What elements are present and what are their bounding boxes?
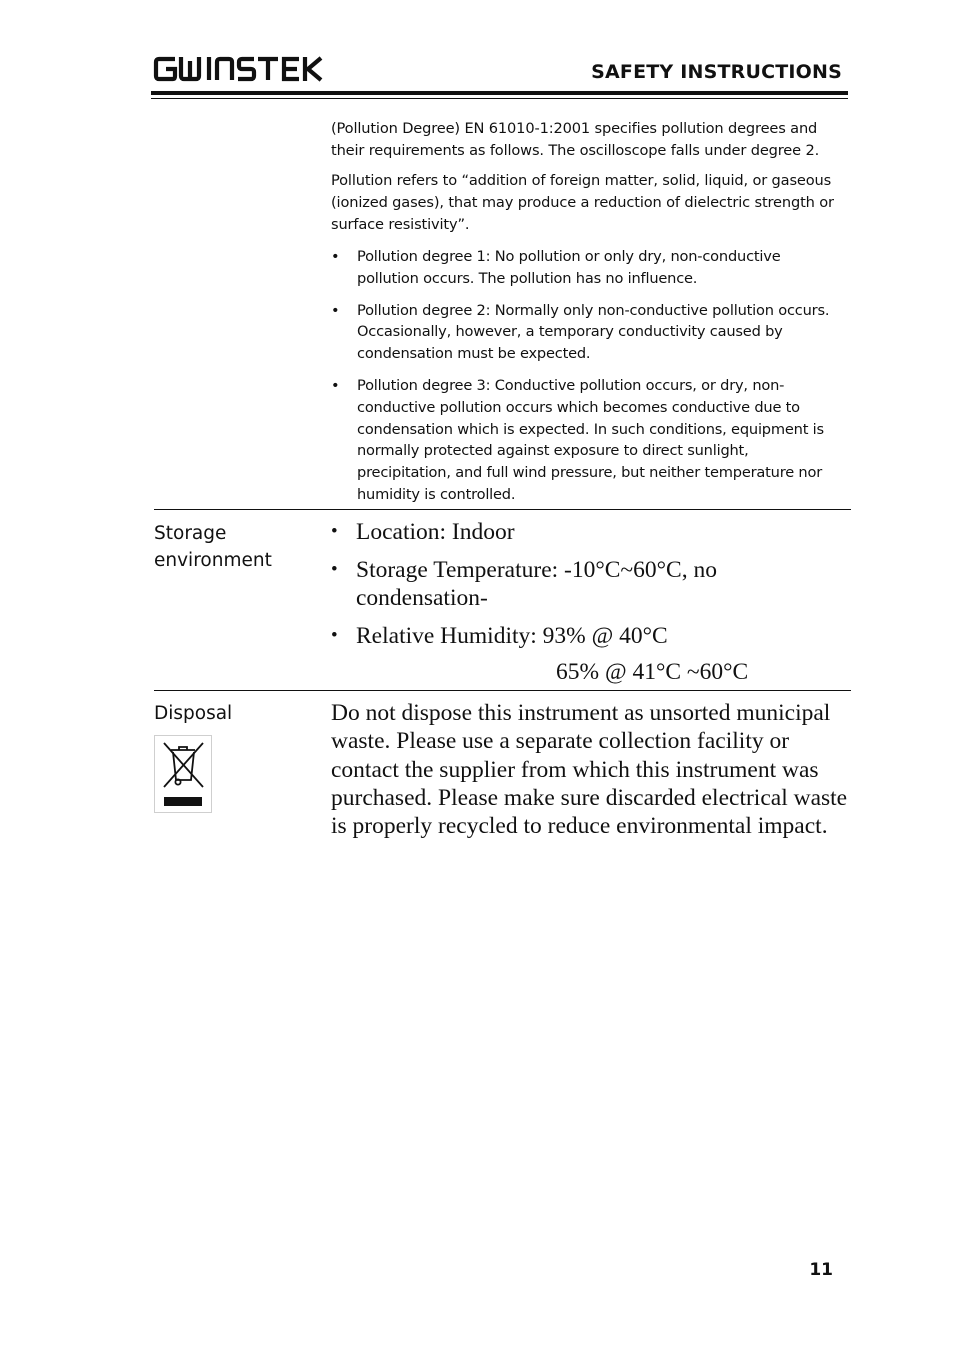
pollution-definition bbox=[331, 170, 843, 236]
disposal-text: Do not dispose this instrument as unsorted municipal waste. Please use a separate collection facility or contact the supplier from which this instrument was purchased. Please make sure discarded electrical waste is properly recycled to reduce environmental impact. bbox=[331, 700, 848, 840]
disposal-label: Disposal bbox=[154, 703, 233, 724]
row-divider bbox=[154, 690, 851, 691]
list-item bbox=[331, 622, 851, 650]
storage-location: Location: Indoor bbox=[356, 519, 515, 545]
row-divider bbox=[154, 509, 851, 510]
header-rule-thin bbox=[151, 98, 848, 99]
list-item bbox=[331, 556, 851, 612]
storage-humidity: Relative Humidity: 93% @ 40°C bbox=[356, 623, 668, 649]
pollution-degree-list bbox=[331, 246, 843, 516]
storage-temperature: Storage Temperature: -10°C~60°C, no condensation- bbox=[356, 557, 717, 611]
weee-crossed-bin-icon bbox=[154, 735, 212, 813]
bullet-icon: • bbox=[331, 521, 338, 542]
bullet-icon: • bbox=[331, 301, 340, 319]
header-rule-thick bbox=[151, 91, 848, 95]
bullet-icon: • bbox=[331, 376, 340, 394]
list-item bbox=[331, 246, 843, 290]
list-item bbox=[331, 518, 851, 546]
pollution-degree-3: Pollution degree 3: Conductive pollution occurs, or dry, non-conductive pollution occurs which becomes conductive due to condensation which is expected. In such conditions, equipment is normally protected against exposure to direct sunlight, precipitation, and full wind pressure, but neither temperature nor humidity is controlled. bbox=[357, 376, 824, 503]
pollution-degree-1: Pollution degree 1: No pollution or only dry, non-conductive pollution occurs. The pollution has no influence. bbox=[357, 248, 781, 287]
list-item bbox=[331, 375, 843, 506]
gw-instek-logo bbox=[153, 55, 323, 83]
storage-label: Storage environment bbox=[154, 523, 272, 571]
storage-humidity-extra: 65% @ 41°C ~60°C bbox=[556, 659, 749, 685]
bullet-icon: • bbox=[331, 559, 338, 580]
page-number: 11 bbox=[809, 1260, 833, 1280]
bullet-icon: • bbox=[331, 248, 340, 265]
pollution-degree-2: Pollution degree 2: Normally only non-conductive pollution occurs. Occasionally, however, a temporary conductivity caused by condensation must be expected. bbox=[357, 301, 830, 363]
pollution-definition-text: Pollution refers to “addition of foreign matter, solid, liquid, or gaseous (ionized gases), that may produce a reduction of dielectric strength or surface resistivity”. bbox=[331, 172, 834, 233]
pollution-intro-text: (Pollution Degree) EN 61010-1:2001 specifies pollution degrees and their requirements as follows. The oscilloscope falls under degree 2. bbox=[331, 120, 820, 159]
storage-list bbox=[331, 518, 851, 660]
pollution-intro bbox=[331, 118, 843, 162]
section-title: SAFETY INSTRUCTIONS bbox=[591, 61, 842, 83]
bullet-icon: • bbox=[331, 625, 338, 646]
list-item bbox=[331, 300, 843, 365]
